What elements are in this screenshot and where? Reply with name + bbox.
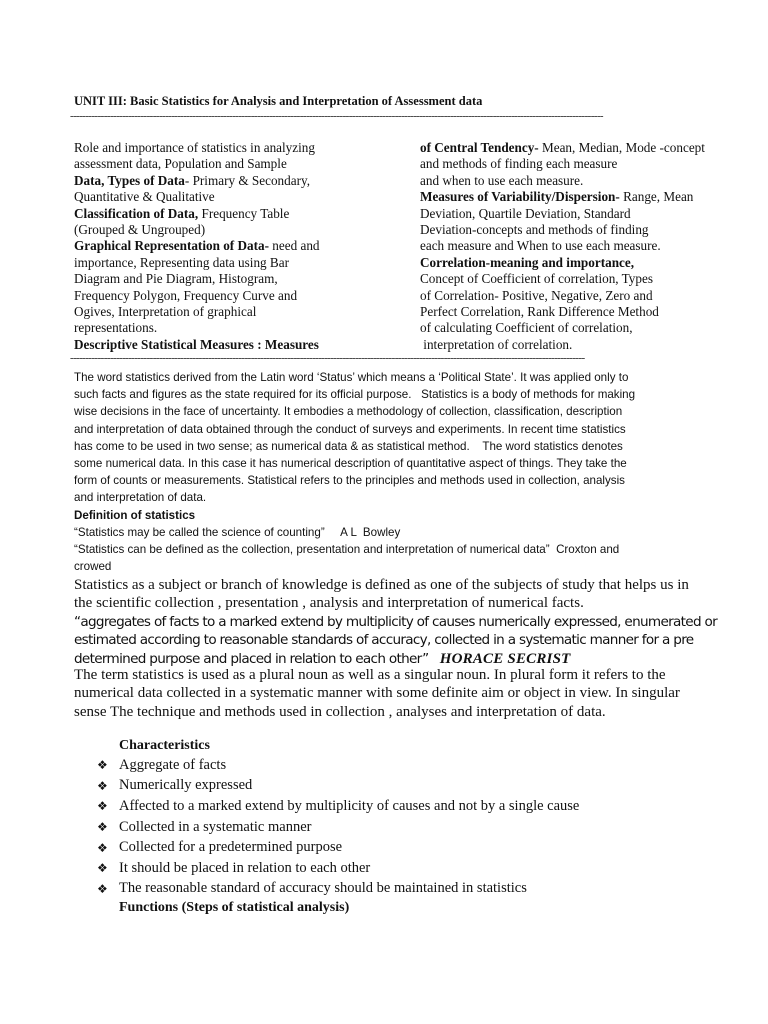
line-text: “Statistics may be called the science of counting” A L Bowley: [74, 525, 401, 539]
line-text: some numerical data. In this case it has numerical description of quantitative aspect of things. They take the: [74, 456, 627, 470]
text-line: [420, 255, 705, 271]
bold-term: Graphical Representation of Data-: [74, 238, 269, 254]
bold-term: Descriptive Statistical Measures : Measures: [74, 336, 319, 352]
line-text: crowed: [74, 560, 112, 574]
bold-term: of Central Tendency-: [420, 140, 539, 155]
bullet-icon: ❖: [97, 861, 108, 876]
text-line: sense The technique and methods used in collection , analyses and interpretation of data.: [74, 703, 606, 720]
line-text: Range, Mean: [619, 189, 694, 205]
bullet-icon: ❖: [97, 758, 108, 773]
bold-term: Correlation-meaning and importance,: [420, 254, 635, 270]
line-text: each measure and When to use each measure.: [420, 238, 661, 254]
characteristic-text: Collected in a systematic manner: [119, 818, 312, 835]
text-line: [74, 507, 635, 524]
divider-middle: ------------------------------------------------------------------------------------------------------------------------------------------------------------------------: [70, 352, 585, 364]
text-line: [420, 173, 705, 189]
characteristic-item: [97, 837, 579, 858]
text-line: [420, 206, 705, 222]
text-line: [74, 541, 635, 558]
bold-term: Data, Types of Data: [74, 172, 185, 188]
quote-line: estimated according to reasonable standards of accuracy, collected in a systematic manner for a pre: [74, 632, 694, 649]
text-line: the scientific collection , presentation , analysis and interpretation of numerical facts.: [74, 595, 584, 612]
text-line: [420, 271, 705, 287]
line-text: form of counts or measurements. Statistical refers to the principles and methods used in collection, analysis: [74, 474, 625, 488]
text-line: [74, 140, 320, 156]
text-line: [74, 337, 320, 353]
functions-heading: Functions (Steps of statistical analysis): [119, 900, 350, 915]
text-line: [420, 156, 705, 172]
bold-term: Measures of Variability/Dispersion-: [420, 189, 620, 205]
text-line: [420, 189, 705, 205]
characteristic-item: [97, 817, 579, 838]
quote-line: determined purpose and placed in relation to each other”: [74, 650, 429, 667]
characteristic-item: [97, 776, 579, 797]
text-line: [74, 255, 320, 271]
syllabus-left-column: [74, 140, 320, 353]
text-line: [420, 140, 705, 156]
line-text: of Correlation- Positive, Negative, Zero and: [420, 287, 653, 303]
line-text: need and: [269, 238, 320, 254]
text-line: [74, 189, 320, 205]
secrist-quote: [74, 613, 717, 668]
text-line: [74, 271, 320, 287]
text-line: [420, 238, 705, 254]
text-line: [74, 156, 320, 172]
bullet-icon: ❖: [97, 840, 108, 855]
text-line: [74, 369, 635, 386]
line-text: Deviation-concepts and methods of finding: [420, 221, 649, 237]
characteristic-text: It should be placed in relation to each other: [119, 859, 371, 876]
text-line: [74, 238, 320, 254]
text-line: [74, 173, 320, 189]
divider-top: ------------------------------------------------------------------------------------------------------------------------------------------------------------------------------: [70, 110, 603, 122]
line-text: The word statistics derived from the Latin word ‘Status’ which means a ‘Political State’. It was applied only to: [74, 371, 629, 384]
bold-term: Definition of statistics: [74, 508, 196, 522]
line-text: Perfect Correlation, Rank Difference Method: [420, 303, 659, 319]
characteristic-item: [97, 879, 579, 900]
line-text: such facts and figures as the state required for its official purpose. Statistics is a body of methods for making: [74, 388, 636, 402]
text-line: [420, 337, 705, 353]
line-text: and interpretation of data obtained through the conduct of surveys and experiments. In recent time statistics: [74, 422, 626, 436]
characteristic-text: Collected for a predetermined purpose: [119, 839, 343, 856]
text-line: [74, 489, 635, 506]
syllabus-right-column: [420, 140, 705, 353]
line-text: (Grouped & Ungrouped): [74, 221, 206, 237]
characteristic-text: Numerically expressed: [119, 777, 253, 794]
line-text: “Statistics can be defined as the collection, presentation and interpretation of numerical data” Croxton and: [74, 542, 620, 556]
quote-line: “aggregates of facts to a marked extend by multiplicity of causes numerically expressed, enumerated or: [74, 614, 717, 630]
text-line: Statistics as a subject or branch of knowledge is defined as one of the subjects of study that helps us in: [74, 577, 689, 593]
text-line: [420, 320, 705, 336]
text-line: numerical data collected in a systematic manner with some definite aim or object in view. In singular: [74, 685, 680, 702]
subject-definition: [74, 576, 689, 613]
line-text: Diagram and Pie Diagram, Histogram,: [74, 271, 278, 287]
text-line: [74, 222, 320, 238]
characteristic-item: [97, 755, 579, 776]
line-text: Concept of Coefficient of correlation, Types: [420, 271, 653, 287]
characteristic-text: Aggregate of facts: [119, 756, 227, 773]
text-line: [74, 455, 635, 472]
line-text: Deviation, Quartile Deviation, Standard: [420, 205, 631, 221]
characteristic-item: [97, 858, 579, 879]
line-text: of calculating Coefficient of correlation,: [420, 320, 633, 336]
text-line: [74, 472, 635, 489]
line-text: has come to be used in two sense; as numerical data & as statistical method. The word statistics denotes: [74, 439, 623, 453]
intro-paragraph: [74, 369, 635, 575]
line-text: and methods of finding each measure: [420, 156, 618, 172]
line-text: Frequency Polygon, Frequency Curve and: [74, 287, 298, 303]
text-line: [74, 206, 320, 222]
text-line: [74, 524, 635, 541]
term-paragraph: [74, 666, 680, 721]
line-text: Ogives, Interpretation of graphical: [74, 303, 257, 319]
text-line: [420, 304, 705, 320]
bold-term: Classification of Data,: [74, 205, 199, 221]
text-line: [420, 288, 705, 304]
page-title: UNIT III: Basic Statistics for Analysis and Interpretation of Assessment data: [74, 94, 483, 108]
line-text: and interpretation of data.: [74, 491, 207, 505]
line-text: assessment data, Population and Sample: [74, 156, 287, 172]
line-text: Mean, Median, Mode -concept: [538, 140, 705, 155]
quote-author: HORACE SECRIST: [439, 650, 571, 667]
text-line: [74, 558, 635, 575]
text-line: [74, 386, 635, 403]
characteristic-text: Affected to a marked extend by multiplicity of causes and not by a single cause: [119, 797, 580, 814]
characteristics-heading: Characteristics: [119, 738, 210, 753]
bullet-icon: ❖: [97, 881, 108, 896]
characteristic-text: The reasonable standard of accuracy should be maintained in statistics: [119, 880, 527, 897]
line-text: importance, Representing data using Bar: [74, 254, 289, 270]
text-line: [420, 222, 705, 238]
text-line: [74, 304, 320, 320]
text-line: [74, 403, 635, 420]
text-line: The term statistics is used as a plural noun as well as a singular noun. In plural form it refers to the: [74, 667, 666, 683]
bullet-icon: ❖: [97, 778, 108, 793]
line-text: wise decisions in the face of uncertainty. It embodies a methodology of collection, classification, description: [74, 405, 623, 419]
text-line: [74, 421, 635, 438]
line-text: and when to use each measure.: [420, 172, 584, 188]
characteristic-item: [97, 796, 579, 817]
bullet-icon: ❖: [97, 799, 108, 814]
bullet-icon: ❖: [97, 820, 108, 835]
line-text: representations.: [74, 320, 158, 336]
line-text: interpretation of correlation.: [420, 336, 573, 352]
characteristics-list: [97, 755, 579, 899]
line-text: - Primary & Secondary,: [184, 172, 311, 188]
line-text: Role and importance of statistics in analyzing: [74, 140, 315, 155]
line-text: Frequency Table: [198, 205, 290, 221]
text-line: [74, 320, 320, 336]
text-line: [74, 438, 635, 455]
line-text: Quantitative & Qualitative: [74, 189, 215, 205]
text-line: [74, 288, 320, 304]
